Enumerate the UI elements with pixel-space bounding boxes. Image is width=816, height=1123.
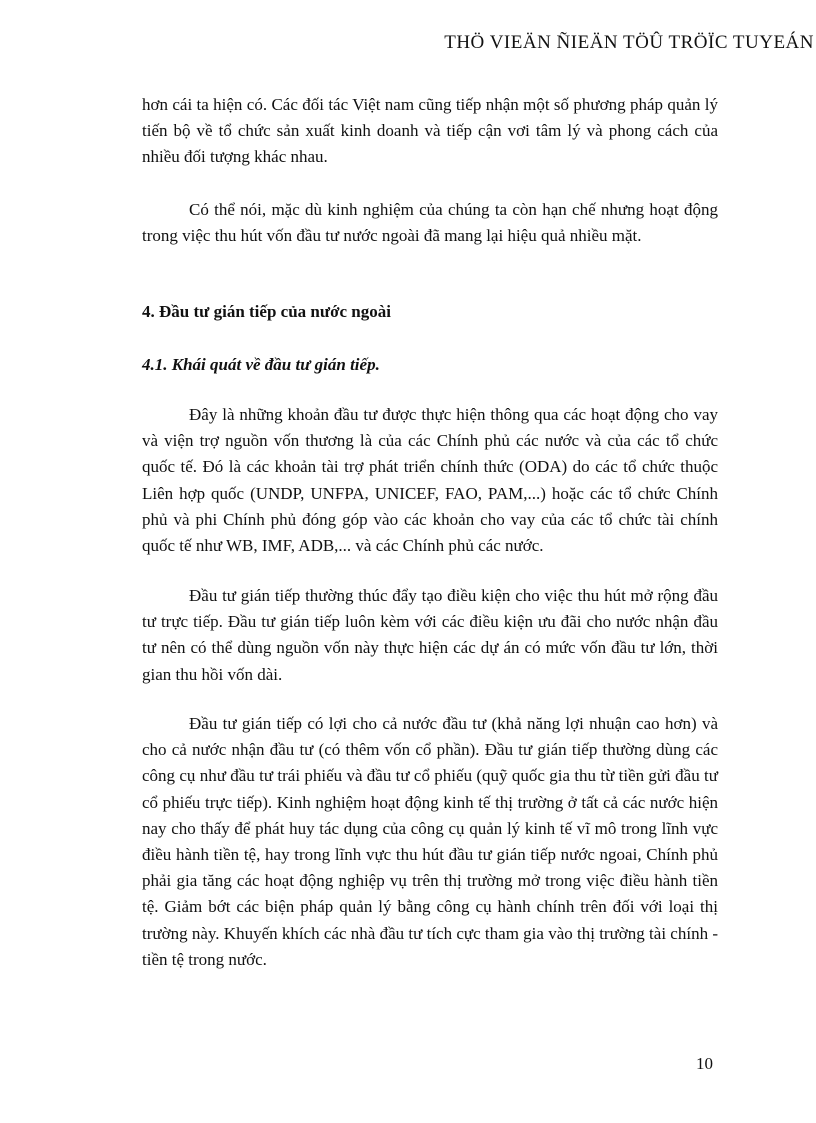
paragraph-summary <box>142 197 718 249</box>
page-header-title: THÖ VIEÄN ÑIEÄN TÖÛ TRÖÏC TUYEÁN <box>444 32 814 53</box>
body-paragraph: hơn cái ta hiện có. Các đối tác Việt nam cũng tiếp nhận một số phương pháp quản lý tiến bộ về tổ chức sản xuất kinh doanh và tiếp cận vơi tâm lý và phong cách của nhiều đối tượng khác nhau. <box>142 95 718 167</box>
paragraph-oda <box>142 402 718 559</box>
paragraph-benefits <box>142 711 718 973</box>
paragraph-indirect-investment <box>142 583 718 688</box>
page-number: 10 <box>696 1054 713 1073</box>
section-heading-block <box>142 300 718 324</box>
body-paragraph: Đầu tư gián tiếp có lợi cho cả nước đầu tư (khả năng lợi nhuận cao hơn) và cho cả nước nhận đầu tư (có thêm vốn cổ phần). Đầu tư gián tiếp thường dùng các công cụ như đầu tư trái phiếu và đầu tư cổ phiếu (quỹ quốc gia thu từ tiền gửi đầu tư cổ phiếu trực tiếp). Kinh nghiệm hoạt động kinh tế thị trường ở tất cả các nước hiện nay cho thấy để phát huy tác dụng của công cụ quản lý kinh tế vĩ mô trong lĩnh vực điều hành tiền tệ, hay trong lĩnh vực thu hút đầu tư gián tiếp nước ngoai, Chính phủ phải gia tăng các hoạt động nghiệp vụ trên thị trường mở trong việc điều hành tiền tệ. Giảm bớt các biện pháp quản lý bằng công cụ hành chính trên đối với loại thị trường này. Khuyến khích các nhà đầu tư tích cực tham gia vào thị trường tài chính - tiền tệ trong nước. <box>142 714 718 969</box>
section-heading: 4. Đầu tư gián tiếp của nước ngoài <box>142 302 391 321</box>
body-paragraph: Có thể nói, mặc dù kinh nghiệm của chúng ta còn hạn chế nhưng hoạt động trong việc thu hút vốn đầu tư nước ngoài đã mang lại hiệu quả nhiều mặt. <box>142 200 718 246</box>
paragraph-continuation <box>142 92 718 171</box>
subsection-heading: 4.1. Khái quát về đầu tư gián tiếp. <box>142 355 380 374</box>
body-paragraph: Đây là những khoản đầu tư được thực hiện thông qua các hoạt động cho vay và viện trợ nguồn vốn thương là của các Chính phủ các nước và của các tổ chức quốc tế. Đó là các khoản tài trợ phát triển chính thức (ODA) do các tổ chức thuộc Liên hợp quốc (UNDP, UNFPA, UNICEF, FAO, PAM,...) hoặc các tổ chức Chính phủ và phi Chính phủ đóng góp vào các khoản cho vay của các tổ chức tài chính quốc tế như WB, IMF, ADB,... và các Chính phủ các nước. <box>142 405 718 556</box>
subsection-heading-block <box>142 353 718 377</box>
body-paragraph: Đầu tư gián tiếp thường thúc đẩy tạo điều kiện cho việc thu hút mở rộng đầu tư trực tiếp. Đầu tư gián tiếp luôn kèm với các điều kiện ưu đãi cho nước nhận đầu tư nên có thể dùng nguồn vốn này thực hiện các dự án có mức vốn đầu tư lớn, thời gian thu hồi vốn dài. <box>142 586 718 684</box>
